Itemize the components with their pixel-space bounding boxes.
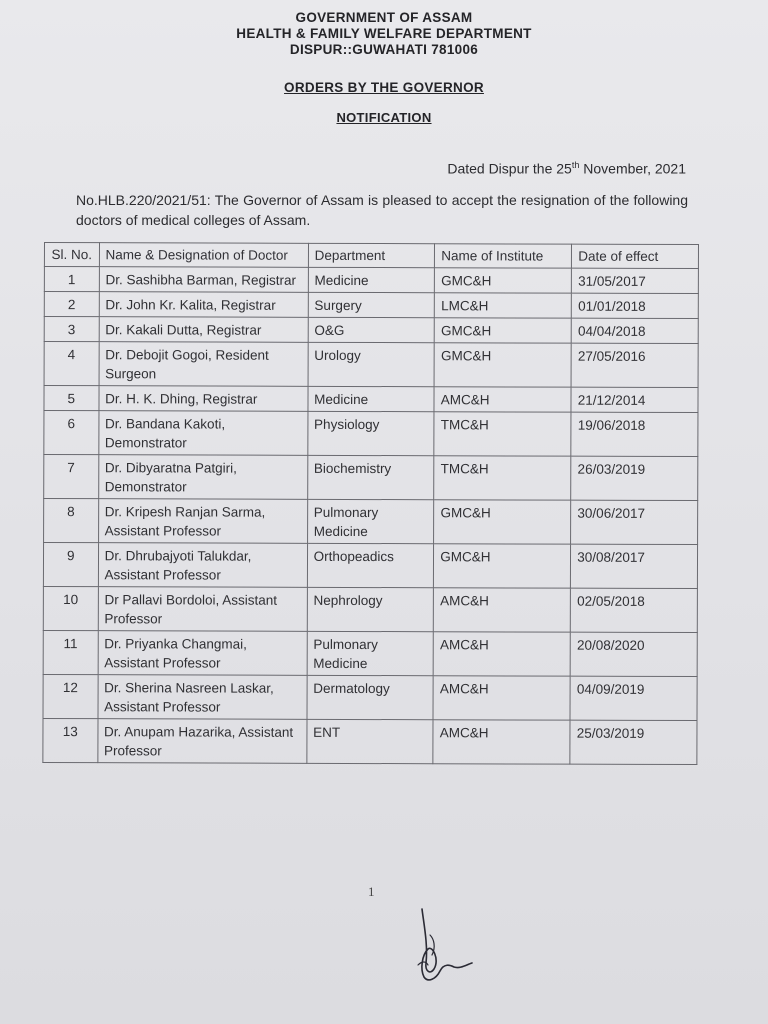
table-row bbox=[44, 499, 698, 545]
cell-name: Dr. Sherina Nasreen Laskar, Assistant Professor bbox=[98, 675, 307, 720]
header-department: Department bbox=[308, 243, 435, 267]
cell-institute: TMC&H bbox=[434, 456, 571, 500]
cell-sl: 7 bbox=[44, 455, 99, 499]
date-prefix: Dated Dispur the 25 bbox=[447, 160, 572, 177]
table-row bbox=[44, 267, 698, 294]
cell-department: Pulmonary Medicine bbox=[307, 631, 434, 675]
cell-name: Dr. Kakali Dutta, Registrar bbox=[99, 317, 308, 343]
govt-name: GOVERNMENT OF ASSAM bbox=[295, 10, 473, 25]
table-row bbox=[43, 630, 697, 676]
cell-department: Orthopeadics bbox=[307, 543, 434, 587]
date-line bbox=[447, 160, 686, 177]
cell-institute: LMC&H bbox=[435, 293, 572, 318]
table-row bbox=[43, 718, 697, 764]
cell-sl: 13 bbox=[43, 718, 98, 762]
cell-institute: GMC&H bbox=[435, 268, 572, 293]
cell-institute: GMC&H bbox=[434, 544, 571, 588]
cell-sl: 8 bbox=[44, 499, 99, 543]
cell-department: Dermatology bbox=[307, 675, 434, 719]
cell-date: 04/04/2018 bbox=[571, 318, 698, 343]
cell-name: Dr. Dhrubajyoti Talukdar, Assistant Professor bbox=[98, 543, 307, 588]
header-date: Date of effect bbox=[572, 244, 699, 268]
cell-department: Pulmonary Medicine bbox=[307, 499, 434, 543]
cell-institute: AMC&H bbox=[433, 676, 570, 720]
table-header-row bbox=[44, 243, 698, 269]
table-row bbox=[43, 586, 697, 632]
cell-sl: 4 bbox=[44, 342, 99, 386]
notification-title: NOTIFICATION bbox=[336, 110, 432, 125]
cell-date: 27/05/2016 bbox=[571, 343, 698, 387]
cell-sl: 1 bbox=[44, 267, 99, 292]
signature-icon bbox=[410, 905, 480, 985]
cell-date: 02/05/2018 bbox=[571, 588, 698, 632]
cell-date: 26/03/2019 bbox=[571, 456, 698, 500]
header-institute: Name of Institute bbox=[435, 244, 572, 268]
cell-department: ENT bbox=[307, 719, 434, 763]
cell-name: Dr. Sashibha Barman, Registrar bbox=[99, 267, 308, 293]
cell-sl: 6 bbox=[44, 411, 99, 455]
date-rest: November, 2021 bbox=[579, 160, 686, 177]
table-row bbox=[44, 317, 698, 344]
cell-department: Medicine bbox=[308, 267, 435, 292]
cell-institute: AMC&H bbox=[433, 632, 570, 676]
cell-department: Surgery bbox=[308, 292, 435, 317]
table-row bbox=[44, 386, 698, 413]
cell-date: 21/12/2014 bbox=[571, 387, 698, 412]
notification-body: No.HLB.220/2021/51: The Governor of Assam is pleased to accept the resignation of the following doctors of medical colleges of Assam. bbox=[76, 192, 688, 228]
cell-sl: 2 bbox=[44, 292, 99, 317]
cell-department: Urology bbox=[308, 342, 435, 386]
orders-title: ORDERS BY THE GOVERNOR bbox=[284, 80, 484, 95]
cell-department: Physiology bbox=[307, 411, 434, 455]
cell-institute: AMC&H bbox=[434, 387, 571, 412]
table-row bbox=[43, 674, 697, 720]
cell-name: Dr. John Kr. Kalita, Registrar bbox=[99, 292, 308, 318]
cell-department: Nephrology bbox=[307, 587, 434, 631]
cell-name: Dr. H. K. Dhing, Registrar bbox=[99, 386, 308, 412]
cell-institute: AMC&H bbox=[433, 720, 570, 764]
date-superscript: th bbox=[571, 160, 580, 170]
cell-department: O&G bbox=[308, 317, 435, 342]
cell-name: Dr. Kripesh Ranjan Sarma, Assistant Professor bbox=[98, 499, 307, 544]
header-name: Name & Designation of Doctor bbox=[99, 243, 308, 268]
cell-institute: GMC&H bbox=[434, 343, 571, 387]
cell-department: Biochemistry bbox=[307, 455, 434, 499]
cell-date: 19/06/2018 bbox=[571, 412, 698, 456]
table-row bbox=[44, 455, 698, 501]
table-body bbox=[43, 267, 699, 765]
cell-name: Dr. Anupam Hazarika, Assistant Professor bbox=[97, 719, 306, 764]
cell-institute: TMC&H bbox=[434, 412, 571, 456]
cell-sl: 12 bbox=[43, 674, 98, 718]
page-number: 1 bbox=[368, 884, 375, 899]
cell-name: Dr. Priyanka Changmai, Assistant Professor bbox=[98, 631, 307, 676]
cell-date: 25/03/2019 bbox=[570, 720, 697, 764]
department-name: HEALTH & FAMILY WELFARE DEPARTMENT bbox=[236, 26, 532, 41]
table-row bbox=[44, 411, 698, 457]
cell-name: Dr. Dibyaratna Patgiri, Demonstrator bbox=[98, 455, 307, 500]
letterhead bbox=[0, 10, 768, 58]
cell-date: 31/05/2017 bbox=[572, 268, 699, 293]
cell-department: Medicine bbox=[308, 386, 435, 411]
cell-date: 04/09/2019 bbox=[570, 676, 697, 720]
cell-date: 20/08/2020 bbox=[570, 632, 697, 676]
department-address: DISPUR::GUWAHATI 781006 bbox=[289, 42, 479, 57]
cell-institute: GMC&H bbox=[434, 500, 571, 544]
cell-sl: 11 bbox=[43, 630, 98, 674]
cell-sl: 9 bbox=[43, 543, 98, 587]
cell-institute: GMC&H bbox=[434, 318, 571, 343]
cell-sl: 3 bbox=[44, 317, 99, 342]
cell-name: Dr. Debojit Gogoi, Resident Surgeon bbox=[99, 342, 308, 387]
cell-institute: AMC&H bbox=[434, 588, 571, 632]
cell-sl: 10 bbox=[43, 586, 98, 630]
cell-name: Dr Pallavi Bordoloi, Assistant Professor bbox=[98, 587, 307, 632]
table-row bbox=[44, 342, 698, 388]
cell-date: 01/01/2018 bbox=[572, 293, 699, 318]
table-row bbox=[44, 292, 698, 319]
cell-name: Dr. Bandana Kakoti, Demonstrator bbox=[98, 411, 307, 456]
table-row bbox=[43, 543, 697, 589]
header-sl-no: Sl. No. bbox=[44, 243, 99, 267]
cell-date: 30/06/2017 bbox=[571, 500, 698, 544]
resignation-table bbox=[42, 242, 699, 765]
cell-sl: 5 bbox=[44, 386, 99, 411]
cell-date: 30/08/2017 bbox=[571, 544, 698, 588]
